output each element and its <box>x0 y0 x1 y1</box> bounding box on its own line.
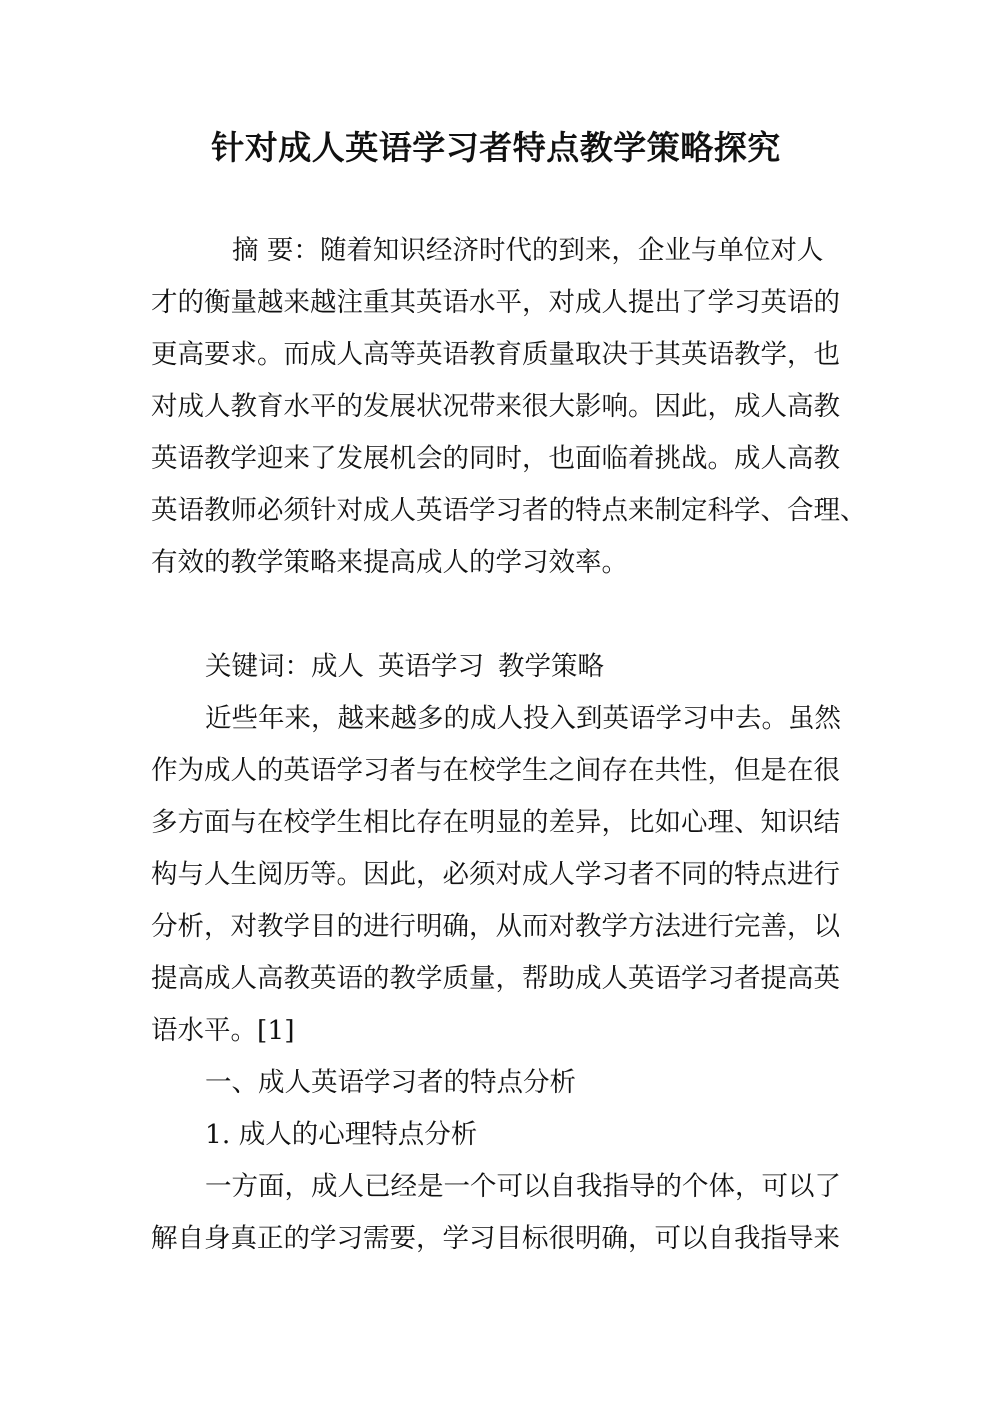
document-title: 针对成人英语学习者特点教学策略探究 <box>211 128 781 167</box>
intro-line: 语水平。[1] <box>151 1015 295 1046</box>
intro-line: 近些年来，越来越多的成人投入到英语学习中去。虽然 <box>205 703 841 734</box>
keyword: 成人 <box>311 651 364 682</box>
section-heading: 一、成人英语学习者的特点分析 <box>205 1067 576 1098</box>
keyword: 英语学习 <box>378 651 484 682</box>
abstract-line: 英语教学迎来了发展机会的同时，也面临着挑战。成人高教 <box>151 443 840 474</box>
abstract-line: 有效的教学策略来提高成人的学习效率。 <box>151 547 628 578</box>
abstract-line: 英语教师必须针对成人英语学习者的特点来制定科学、合理、 <box>151 495 867 526</box>
keywords-label: 关键词： <box>205 651 311 682</box>
intro-line: 作为成人的英语学习者与在校学生之间存在共性，但是在很 <box>151 755 840 786</box>
abstract-line: 才的衡量越来越注重其英语水平，对成人提出了学习英语的 <box>151 287 840 318</box>
intro-line: 分析，对教学目的进行明确，从而对教学方法进行完善，以 <box>151 911 840 942</box>
intro-line: 提高成人高教英语的教学质量，帮助成人英语学习者提高英 <box>151 963 840 994</box>
body-line: 一方面，成人已经是一个可以自我指导的个体，可以了 <box>205 1171 841 1202</box>
intro-line: 多方面与在校学生相比存在明显的差异，比如心理、知识结 <box>151 807 840 838</box>
abstract-line: 随着知识经济时代的到来，企业与单位对人 <box>319 235 824 266</box>
abstract-line: 更高要求。而成人高等英语教育质量取决于其英语教学，也 <box>151 339 840 370</box>
intro-line: 构与人生阅历等。因此，必须对成人学习者不同的特点进行 <box>151 859 840 890</box>
keyword: 教学策略 <box>498 651 604 682</box>
abstract-label: 摘 要： <box>232 235 320 266</box>
subsection-heading: 1. 成人的心理特点分析 <box>205 1119 478 1150</box>
body-line: 解自身真正的学习需要，学习目标很明确，可以自我指导来 <box>151 1223 840 1254</box>
keywords-line <box>205 641 604 693</box>
abstract-first-line <box>232 225 823 277</box>
abstract-line: 对成人教育水平的发展状况带来很大影响。因此，成人高教 <box>151 391 840 422</box>
